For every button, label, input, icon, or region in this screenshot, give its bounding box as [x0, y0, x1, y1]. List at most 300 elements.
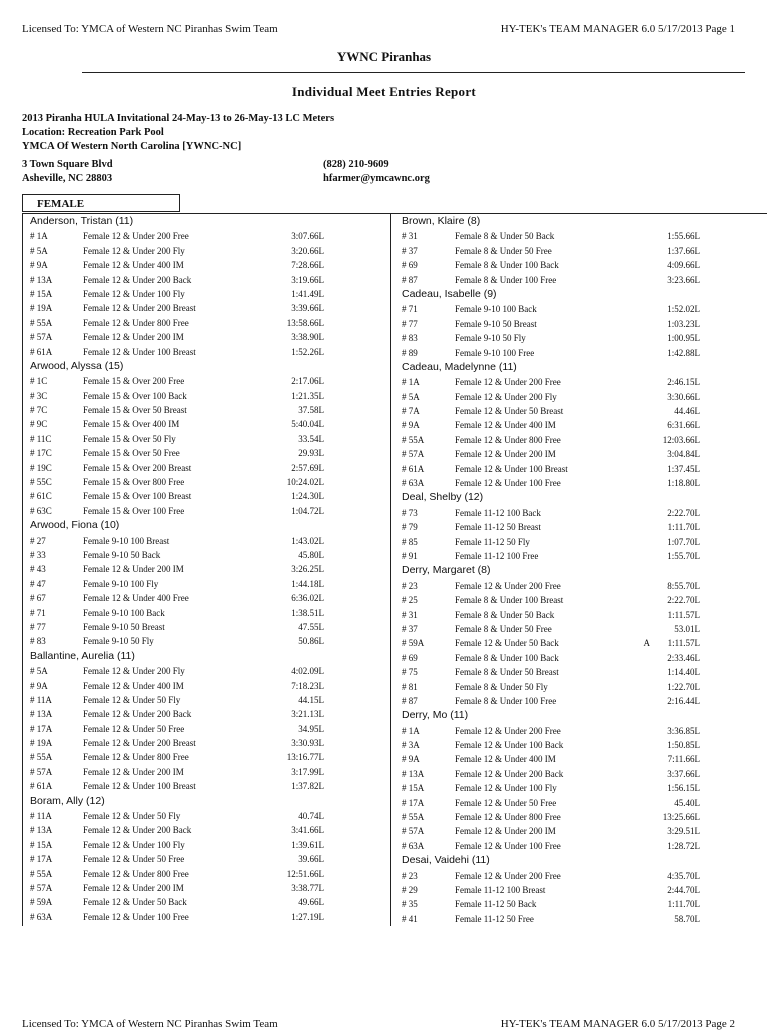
entry-row: [394, 404, 766, 418]
seed-time: 1:37.82L: [291, 781, 324, 792]
swimmer-name: Derry, Mo (11): [402, 709, 469, 722]
event-name: Female 15 & Over 50 Free: [83, 448, 180, 459]
event-number: # 75: [402, 667, 418, 678]
contact-info: [22, 158, 722, 186]
entry-row: [22, 258, 394, 272]
event-name: Female 9-10 50 Back: [83, 549, 161, 560]
event-name: Female 15 & Over 200 Breast: [83, 462, 192, 473]
event-number: # 23: [402, 580, 418, 591]
event-number: # 1A: [30, 231, 48, 242]
event-name: Female 12 & Under 800 Free: [455, 812, 561, 823]
event-number: # 77: [402, 318, 418, 329]
event-number: # 17A: [30, 854, 53, 865]
event-name: Female 12 & Under 50 Back: [83, 897, 187, 908]
seed-time: 6:36.02L: [291, 593, 324, 604]
swimmer-name: Cadeau, Madelynne (11): [402, 360, 517, 373]
event-number: # 57A: [30, 766, 53, 777]
event-number: # 35: [402, 899, 418, 910]
seed-time: 4:35.70L: [667, 870, 700, 881]
entry-row: [22, 722, 394, 736]
event-number: # 9A: [402, 420, 420, 431]
event-name: Female 12 & Under 50 Free: [83, 854, 185, 865]
entry-row: [22, 736, 394, 750]
event-name: Female 9-10 100 Free: [455, 347, 535, 358]
seed-time: 7:18.23L: [291, 680, 324, 691]
entry-row: [394, 651, 766, 665]
seed-time: 1:00.95L: [667, 333, 700, 344]
event-name: Female 8 & Under 50 Back: [455, 609, 555, 620]
seed-time: 2:57.69L: [291, 462, 324, 473]
entry-row: [22, 273, 394, 287]
seed-time: 3:23.66L: [667, 274, 700, 285]
entry-row: [394, 897, 766, 911]
event-number: # 55A: [30, 317, 53, 328]
event-name: Female 12 & Under 200 Back: [455, 768, 564, 779]
seed-time: 3:38.90L: [291, 332, 324, 343]
entry-row: [22, 244, 394, 258]
seed-time: 1:22.70L: [667, 681, 700, 692]
entry-row: [394, 346, 766, 360]
event-name: Female 12 & Under 50 Free: [455, 797, 557, 808]
event-name: Female 12 & Under 200 Free: [455, 377, 561, 388]
seed-time: 13:58.66L: [286, 317, 324, 328]
entry-row: [394, 447, 766, 461]
event-name: Female 9-10 50 Breast: [455, 318, 537, 329]
entry-row: [394, 724, 766, 738]
event-number: # 55C: [30, 477, 52, 488]
seed-time: 2:17.06L: [291, 376, 324, 387]
entry-row: [394, 317, 766, 331]
event-number: # 13A: [30, 825, 53, 836]
seed-time: 1:39.61L: [291, 839, 324, 850]
event-number: # 59A: [402, 638, 425, 649]
seed-time: 13:16.77L: [286, 752, 324, 763]
event-name: Female 12 & Under 100 Free: [83, 911, 189, 922]
entry-row: [394, 433, 766, 447]
entry-row: [22, 345, 394, 359]
event-name: Female 9-10 50 Fly: [83, 636, 154, 647]
entry-row: [22, 606, 394, 620]
event-name: Female 12 & Under 100 Fly: [455, 783, 557, 794]
seed-time: 7:28.66L: [291, 260, 324, 271]
event-name: Female 15 & Over 100 Free: [83, 505, 185, 516]
seed-time: 37.58L: [298, 405, 324, 416]
event-number: # 71: [402, 304, 418, 315]
event-name: Female 15 & Over 200 Free: [83, 376, 185, 387]
entry-row: [22, 374, 394, 388]
event-number: # 87: [402, 274, 418, 285]
seed-time: 44.15L: [298, 694, 324, 705]
event-number: # 61A: [30, 781, 53, 792]
header-rule: [82, 72, 745, 73]
seed-time: 2:22.70L: [667, 595, 700, 606]
seed-time: 5:40.04L: [291, 419, 324, 430]
event-name: Female 8 & Under 50 Fly: [455, 681, 548, 692]
entry-row: [22, 765, 394, 779]
seed-time: 3:17.99L: [291, 766, 324, 777]
seed-time: 1:18.80L: [667, 478, 700, 489]
seed-time: 3:26.25L: [291, 564, 324, 575]
seed-time: 1:52.02L: [667, 304, 700, 315]
seed-time: 1:11.57L: [667, 638, 700, 649]
event-number: # 63A: [402, 840, 425, 851]
team-name: YWNC Piranhas: [336, 49, 432, 64]
entry-row: [394, 273, 766, 287]
event-name: Female 12 & Under 100 Back: [455, 740, 564, 751]
event-number: # 13A: [30, 274, 53, 285]
seed-time: 29.93L: [298, 448, 324, 459]
event-name: Female 8 & Under 50 Back: [455, 231, 555, 242]
entry-flag: A: [643, 638, 650, 649]
entry-row: [22, 838, 394, 852]
entry-row: [394, 593, 766, 607]
event-name: Female 9-10 100 Breast: [83, 535, 170, 546]
event-name: Female 12 & Under 100 Free: [455, 478, 561, 489]
event-name: Female 12 & Under 50 Breast: [455, 406, 564, 417]
event-name: Female 8 & Under 50 Free: [455, 245, 552, 256]
entry-row: [394, 418, 766, 432]
event-number: # 13A: [30, 709, 53, 720]
event-number: # 3C: [30, 390, 48, 401]
event-number: # 7A: [402, 406, 420, 417]
entry-row: [394, 579, 766, 593]
entry-row: [394, 824, 766, 838]
event-number: # 25: [402, 595, 418, 606]
entry-row: [22, 389, 394, 403]
event-number: # 9A: [30, 680, 48, 691]
event-number: # 69: [402, 260, 418, 271]
event-number: # 5A: [30, 666, 48, 677]
seed-time: 4:02.09L: [291, 666, 324, 677]
event-name: Female 8 & Under 50 Free: [455, 623, 552, 634]
event-name: Female 12 & Under 200 Free: [455, 725, 561, 736]
event-name: Female 8 & Under 100 Back: [455, 652, 559, 663]
entry-row: [394, 331, 766, 345]
seed-time: 1:21.35L: [291, 390, 324, 401]
event-name: Female 12 & Under 200 Fly: [83, 245, 185, 256]
seed-time: 10:24.02L: [286, 477, 324, 488]
swimmer-name: Boram, Ally (12): [30, 794, 105, 807]
event-name: Female 12 & Under 200 IM: [83, 564, 184, 575]
report-title: Individual Meet Entries Report: [291, 84, 477, 99]
seed-time: 1:44.18L: [291, 578, 324, 589]
event-number: # 7C: [30, 405, 48, 416]
entry-row: [394, 796, 766, 810]
event-name: Female 8 & Under 100 Free: [455, 695, 557, 706]
event-name: Female 15 & Over 50 Breast: [83, 405, 187, 416]
event-number: # 19C: [30, 462, 52, 473]
seed-time: 3:07.66L: [291, 231, 324, 242]
entry-row: [22, 750, 394, 764]
entry-row: [394, 883, 766, 897]
event-number: # 83: [402, 333, 418, 344]
event-name: Female 9-10 50 Breast: [83, 621, 165, 632]
entry-row: [394, 506, 766, 520]
event-name: Female 12 & Under 200 Fly: [83, 666, 185, 677]
license-header: Licensed To: YMCA of Western NC Piranhas Swim Team: [22, 23, 278, 35]
entry-row: [22, 562, 394, 576]
entry-row: [22, 823, 394, 837]
event-name: Female 8 & Under 100 Breast: [455, 595, 564, 606]
event-number: # 91: [402, 550, 418, 561]
seed-time: 1:38.51L: [291, 607, 324, 618]
event-name: Female 12 & Under 800 Free: [83, 868, 189, 879]
seed-time: 34.95L: [298, 723, 324, 734]
seed-time: 4:09.66L: [667, 260, 700, 271]
entry-row: [22, 489, 394, 503]
event-number: # 1A: [402, 377, 420, 388]
entry-row: [394, 839, 766, 853]
email: hfarmer@ymcawnc.org: [323, 173, 430, 184]
event-name: Female 8 & Under 100 Back: [455, 260, 559, 271]
seed-time: 33.54L: [298, 433, 324, 444]
entry-row: [394, 375, 766, 389]
seed-time: 1:24.30L: [291, 491, 324, 502]
event-number: # 15A: [402, 783, 425, 794]
seed-time: 1:52.26L: [291, 346, 324, 357]
seed-time: 1:56.15L: [667, 783, 700, 794]
event-number: # 31: [402, 609, 418, 620]
event-name: Female 11-12 50 Back: [455, 899, 537, 910]
seed-time: 8:55.70L: [667, 580, 700, 591]
entry-row: [22, 779, 394, 793]
seed-time: 1:11.70L: [667, 522, 700, 533]
event-name: Female 9-10 100 Fly: [83, 578, 159, 589]
entry-row: [22, 634, 394, 648]
license-footer: Licensed To: YMCA of Western NC Piranhas Swim Team: [22, 1018, 278, 1030]
event-name: Female 12 & Under 200 Fly: [455, 391, 557, 402]
event-number: # 55A: [30, 752, 53, 763]
entry-row: [22, 461, 394, 475]
event-name: Female 12 & Under 100 Fly: [83, 839, 185, 850]
seed-time: 1:07.70L: [667, 536, 700, 547]
seed-time: 1:55.70L: [667, 550, 700, 561]
event-name: Female 12 & Under 800 Free: [83, 752, 189, 763]
event-name: Female 9-10 100 Back: [455, 304, 537, 315]
seed-time: 2:46.15L: [667, 377, 700, 388]
event-number: # 57A: [30, 882, 53, 893]
event-name: Female 15 & Over 100 Back: [83, 390, 187, 401]
seed-time: 3:37.66L: [667, 768, 700, 779]
entry-row: [394, 738, 766, 752]
event-name: Female 12 & Under 200 Back: [83, 825, 192, 836]
entry-row: [394, 244, 766, 258]
seed-time: 3:30.93L: [291, 738, 324, 749]
seed-time: 1:14.40L: [667, 667, 700, 678]
event-number: # 63A: [30, 911, 53, 922]
event-number: # 69: [402, 652, 418, 663]
event-name: Female 8 & Under 100 Free: [455, 274, 557, 285]
seed-time: 3:29.51L: [667, 826, 700, 837]
event-name: Female 11-12 50 Breast: [455, 522, 541, 533]
entry-row: [22, 707, 394, 721]
event-name: Female 12 & Under 50 Fly: [83, 811, 181, 822]
event-name: Female 12 & Under 400 IM: [83, 680, 184, 691]
event-name: Female 11-12 100 Breast: [455, 884, 546, 895]
event-number: # 57A: [30, 332, 53, 343]
swimmer-name: Cadeau, Isabelle (9): [402, 287, 497, 300]
entry-row: [22, 664, 394, 678]
event-number: # 13A: [402, 768, 425, 779]
event-name: Female 15 & Over 800 Free: [83, 477, 185, 488]
entry-row: [22, 432, 394, 446]
seed-time: 1:37.66L: [667, 245, 700, 256]
entry-row: [22, 620, 394, 634]
event-number: # 81: [402, 681, 418, 692]
event-number: # 19A: [30, 738, 53, 749]
event-number: # 11A: [30, 694, 52, 705]
entry-row: [22, 693, 394, 707]
event-number: # 87: [402, 695, 418, 706]
entry-row: [22, 679, 394, 693]
event-number: # 57A: [402, 826, 425, 837]
seed-time: 49.66L: [298, 897, 324, 908]
event-number: # 63C: [30, 505, 52, 516]
swimmer-name: Desai, Vaidehi (11): [402, 854, 490, 867]
event-number: # 23: [402, 870, 418, 881]
event-number: # 61A: [402, 463, 425, 474]
event-number: # 29: [402, 884, 418, 895]
seed-time: 2:44.70L: [667, 884, 700, 895]
entry-row: [394, 636, 766, 650]
seed-time: 1:03.23L: [667, 318, 700, 329]
event-number: # 55A: [402, 812, 425, 823]
phone: (828) 210-9609: [323, 159, 389, 170]
event-number: # 89: [402, 347, 418, 358]
right-column: [394, 214, 766, 926]
event-number: # 61A: [30, 346, 53, 357]
event-number: # 85: [402, 536, 418, 547]
seed-time: 12:03.66L: [662, 434, 700, 445]
entry-row: [22, 577, 394, 591]
event-number: # 9A: [402, 754, 420, 765]
event-name: Female 12 & Under 200 IM: [455, 826, 556, 837]
event-name: Female 12 & Under 200 Free: [455, 580, 561, 591]
event-name: Female 12 & Under 200 Breast: [83, 738, 196, 749]
event-name: Female 12 & Under 200 Back: [83, 274, 192, 285]
entry-row: [22, 895, 394, 909]
event-name: Female 12 & Under 200 Free: [83, 231, 189, 242]
event-name: Female 12 & Under 200 IM: [83, 332, 184, 343]
entry-row: [22, 403, 394, 417]
entry-row: [394, 810, 766, 824]
meet-club: YMCA Of Western North Carolina [YWNC-NC]: [22, 141, 242, 152]
event-number: # 47: [30, 578, 46, 589]
entry-row: [394, 258, 766, 272]
event-name: Female 12 & Under 200 Free: [455, 870, 561, 881]
event-name: Female 15 & Over 100 Breast: [83, 491, 192, 502]
event-number: # 9A: [30, 260, 48, 271]
seed-time: 12:51.66L: [286, 868, 324, 879]
entry-row: [22, 229, 394, 243]
event-number: # 31: [402, 231, 418, 242]
entry-row: [394, 869, 766, 883]
entry-row: [394, 549, 766, 563]
seed-time: 1:11.70L: [667, 899, 700, 910]
event-name: Female 15 & Over 400 IM: [83, 419, 180, 430]
event-name: Female 12 & Under 400 IM: [455, 754, 556, 765]
meet-location: Location: Recreation Park Pool: [22, 127, 164, 138]
seed-time: 47.55L: [298, 621, 324, 632]
event-number: # 43: [30, 564, 46, 575]
entry-row: [394, 912, 766, 926]
event-name: Female 12 & Under 50 Free: [83, 723, 185, 734]
event-number: # 63A: [402, 478, 425, 489]
seed-time: 45.80L: [298, 549, 324, 560]
event-name: Female 9-10 50 Fly: [455, 333, 526, 344]
seed-time: 3:39.66L: [291, 303, 324, 314]
entry-row: [394, 302, 766, 316]
entry-row: [22, 504, 394, 518]
entry-row: [22, 316, 394, 330]
entry-row: [22, 475, 394, 489]
event-number: # 77: [30, 621, 46, 632]
seed-time: 39.66L: [298, 854, 324, 865]
seed-time: 7:11.66L: [667, 754, 700, 765]
event-number: # 11C: [30, 433, 52, 444]
entry-row: [22, 591, 394, 605]
event-name: Female 12 & Under 50 Back: [455, 638, 559, 649]
event-number: # 15A: [30, 839, 53, 850]
seed-time: 3:04.84L: [667, 449, 700, 460]
event-number: # 1C: [30, 376, 48, 387]
event-name: Female 11-12 100 Free: [455, 550, 539, 561]
event-name: Female 12 & Under 200 IM: [83, 766, 184, 777]
event-number: # 59A: [30, 897, 53, 908]
event-name: Female 12 & Under 800 Free: [455, 434, 561, 445]
entry-row: [22, 548, 394, 562]
swimmer-name: Anderson, Tristan (11): [30, 215, 134, 227]
seed-time: 3:20.66L: [291, 245, 324, 256]
event-number: # 79: [402, 522, 418, 533]
event-name: Female 15 & Over 50 Fly: [83, 433, 176, 444]
entry-row: [394, 608, 766, 622]
entry-row: [22, 301, 394, 315]
seed-time: 50.86L: [298, 636, 324, 647]
seed-time: 1:50.85L: [667, 740, 700, 751]
event-number: # 33: [30, 549, 46, 560]
event-number: # 3A: [402, 740, 420, 751]
swimmer-name: Ballantine, Aurelia (11): [30, 649, 135, 662]
event-name: Female 12 & Under 100 Breast: [455, 463, 568, 474]
seed-time: 2:16.44L: [667, 695, 700, 706]
swimmer-name: Brown, Klaire (8): [402, 215, 481, 227]
seed-time: 40.74L: [298, 811, 324, 822]
event-name: Female 12 & Under 200 IM: [83, 882, 184, 893]
entry-row: [394, 680, 766, 694]
entry-row: [22, 881, 394, 895]
swimmer-name: Arwood, Alyssa (15): [30, 359, 124, 372]
seed-time: 3:30.66L: [667, 391, 700, 402]
event-number: # 67: [30, 593, 46, 604]
event-name: Female 11-12 50 Fly: [455, 536, 530, 547]
seed-time: 1:43.02L: [291, 535, 324, 546]
seed-time: 1:27.19L: [291, 911, 324, 922]
event-name: Female 12 & Under 400 Free: [83, 593, 189, 604]
entry-row: [394, 767, 766, 781]
event-number: # 71: [30, 607, 46, 618]
swimmer-name: Deal, Shelby (12): [402, 491, 484, 504]
event-number: # 27: [30, 535, 46, 546]
seed-time: 3:19.66L: [291, 274, 324, 285]
seed-time: 53.01L: [674, 623, 700, 634]
seed-time: 1:04.72L: [291, 505, 324, 516]
entry-row: [22, 809, 394, 823]
seed-time: 1:55.66L: [667, 231, 700, 242]
entry-row: [394, 520, 766, 534]
event-number: # 9C: [30, 419, 48, 430]
entry-row: [22, 867, 394, 881]
